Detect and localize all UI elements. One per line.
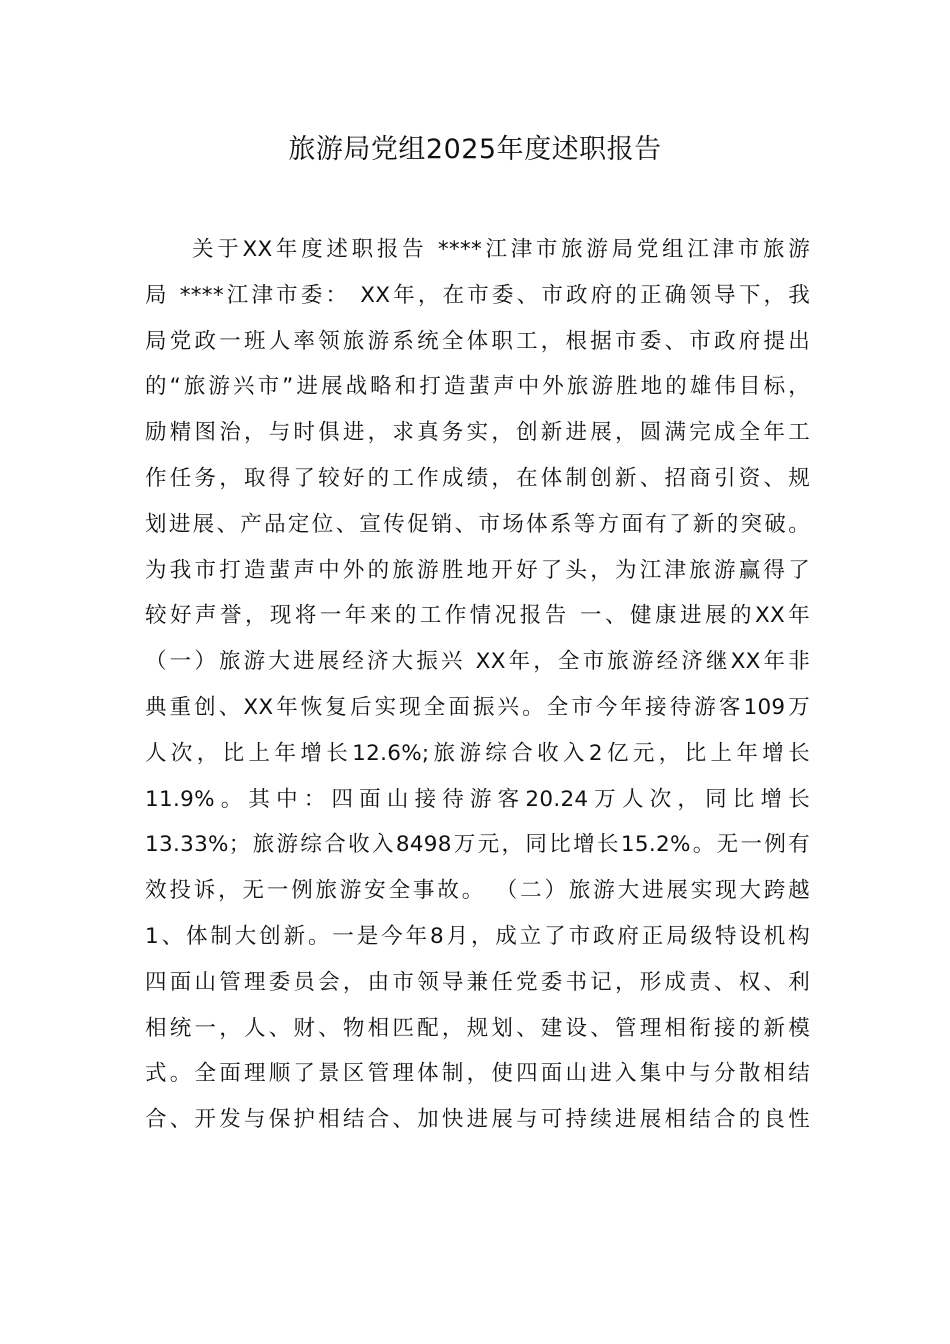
body-line: （一）旅游大进展经济大振兴 XX年，全市旅游经济继XX年非 bbox=[145, 649, 810, 675]
body-line: 为我市打造蜚声中外的旅游胜地开好了头，为江津旅游赢得了 bbox=[145, 557, 810, 583]
body-line: 较好声誉，现将一年来的工作情况报告 一、健康进展的XX年 bbox=[145, 603, 810, 629]
body-line: 13.33%；旅游综合收入8498万元，同比增长15.2%。无一例有 bbox=[145, 832, 810, 858]
body-line: 四面山管理委员会，由市领导兼任党委书记，形成责、权、利 bbox=[145, 969, 810, 995]
body-line: 合、开发与保护相结合、加快进展与可持续进展相结合的良性 bbox=[145, 1107, 810, 1133]
body-line: 11.9%。其中：四面山接待游客20.24万人次，同比增长 bbox=[145, 786, 810, 812]
document-title: 旅游局党组2025年度述职报告 bbox=[288, 134, 662, 165]
body-line: 相统一，人、财、物相匹配，规划、建设、管理相衔接的新模 bbox=[145, 1015, 810, 1041]
body-line: 局 ****江津市委： XX年，在市委、市政府的正确领导下，我 bbox=[145, 282, 810, 308]
body-line: 关于XX年度述职报告 ****江津市旅游局党组江津市旅游 bbox=[192, 237, 810, 262]
body-line: 效投诉，无一例旅游安全事故。 （二）旅游大进展实现大跨越 bbox=[145, 878, 810, 904]
body-line: 1、体制大创新。一是今年8月，成立了市政府正局级特设机构 bbox=[145, 923, 810, 949]
body-line: 的“旅游兴市”进展战略和打造蜚声中外旅游胜地的雄伟目标， bbox=[145, 374, 810, 400]
body-line: 人次，比上年增长12.6%;旅游综合收入2亿元，比上年增长 bbox=[145, 740, 810, 766]
body-line: 励精图治，与时俱进，求真务实，创新进展，圆满完成全年工 bbox=[145, 420, 810, 446]
body-line: 式。全面理顺了景区管理体制，使四面山进入集中与分散相结 bbox=[145, 1061, 810, 1087]
document-body bbox=[145, 231, 810, 1147]
body-line: 作任务，取得了较好的工作成绩，在体制创新、招商引资、规 bbox=[145, 465, 810, 491]
body-line: 典重创、XX年恢复后实现全面振兴。全市今年接待游客109万 bbox=[145, 694, 810, 720]
body-line: 局党政一班人率领旅游系统全体职工，根据市委、市政府提出 bbox=[145, 328, 810, 354]
body-line: 划进展、产品定位、宣传促销、市场体系等方面有了新的突破。 bbox=[145, 511, 810, 537]
